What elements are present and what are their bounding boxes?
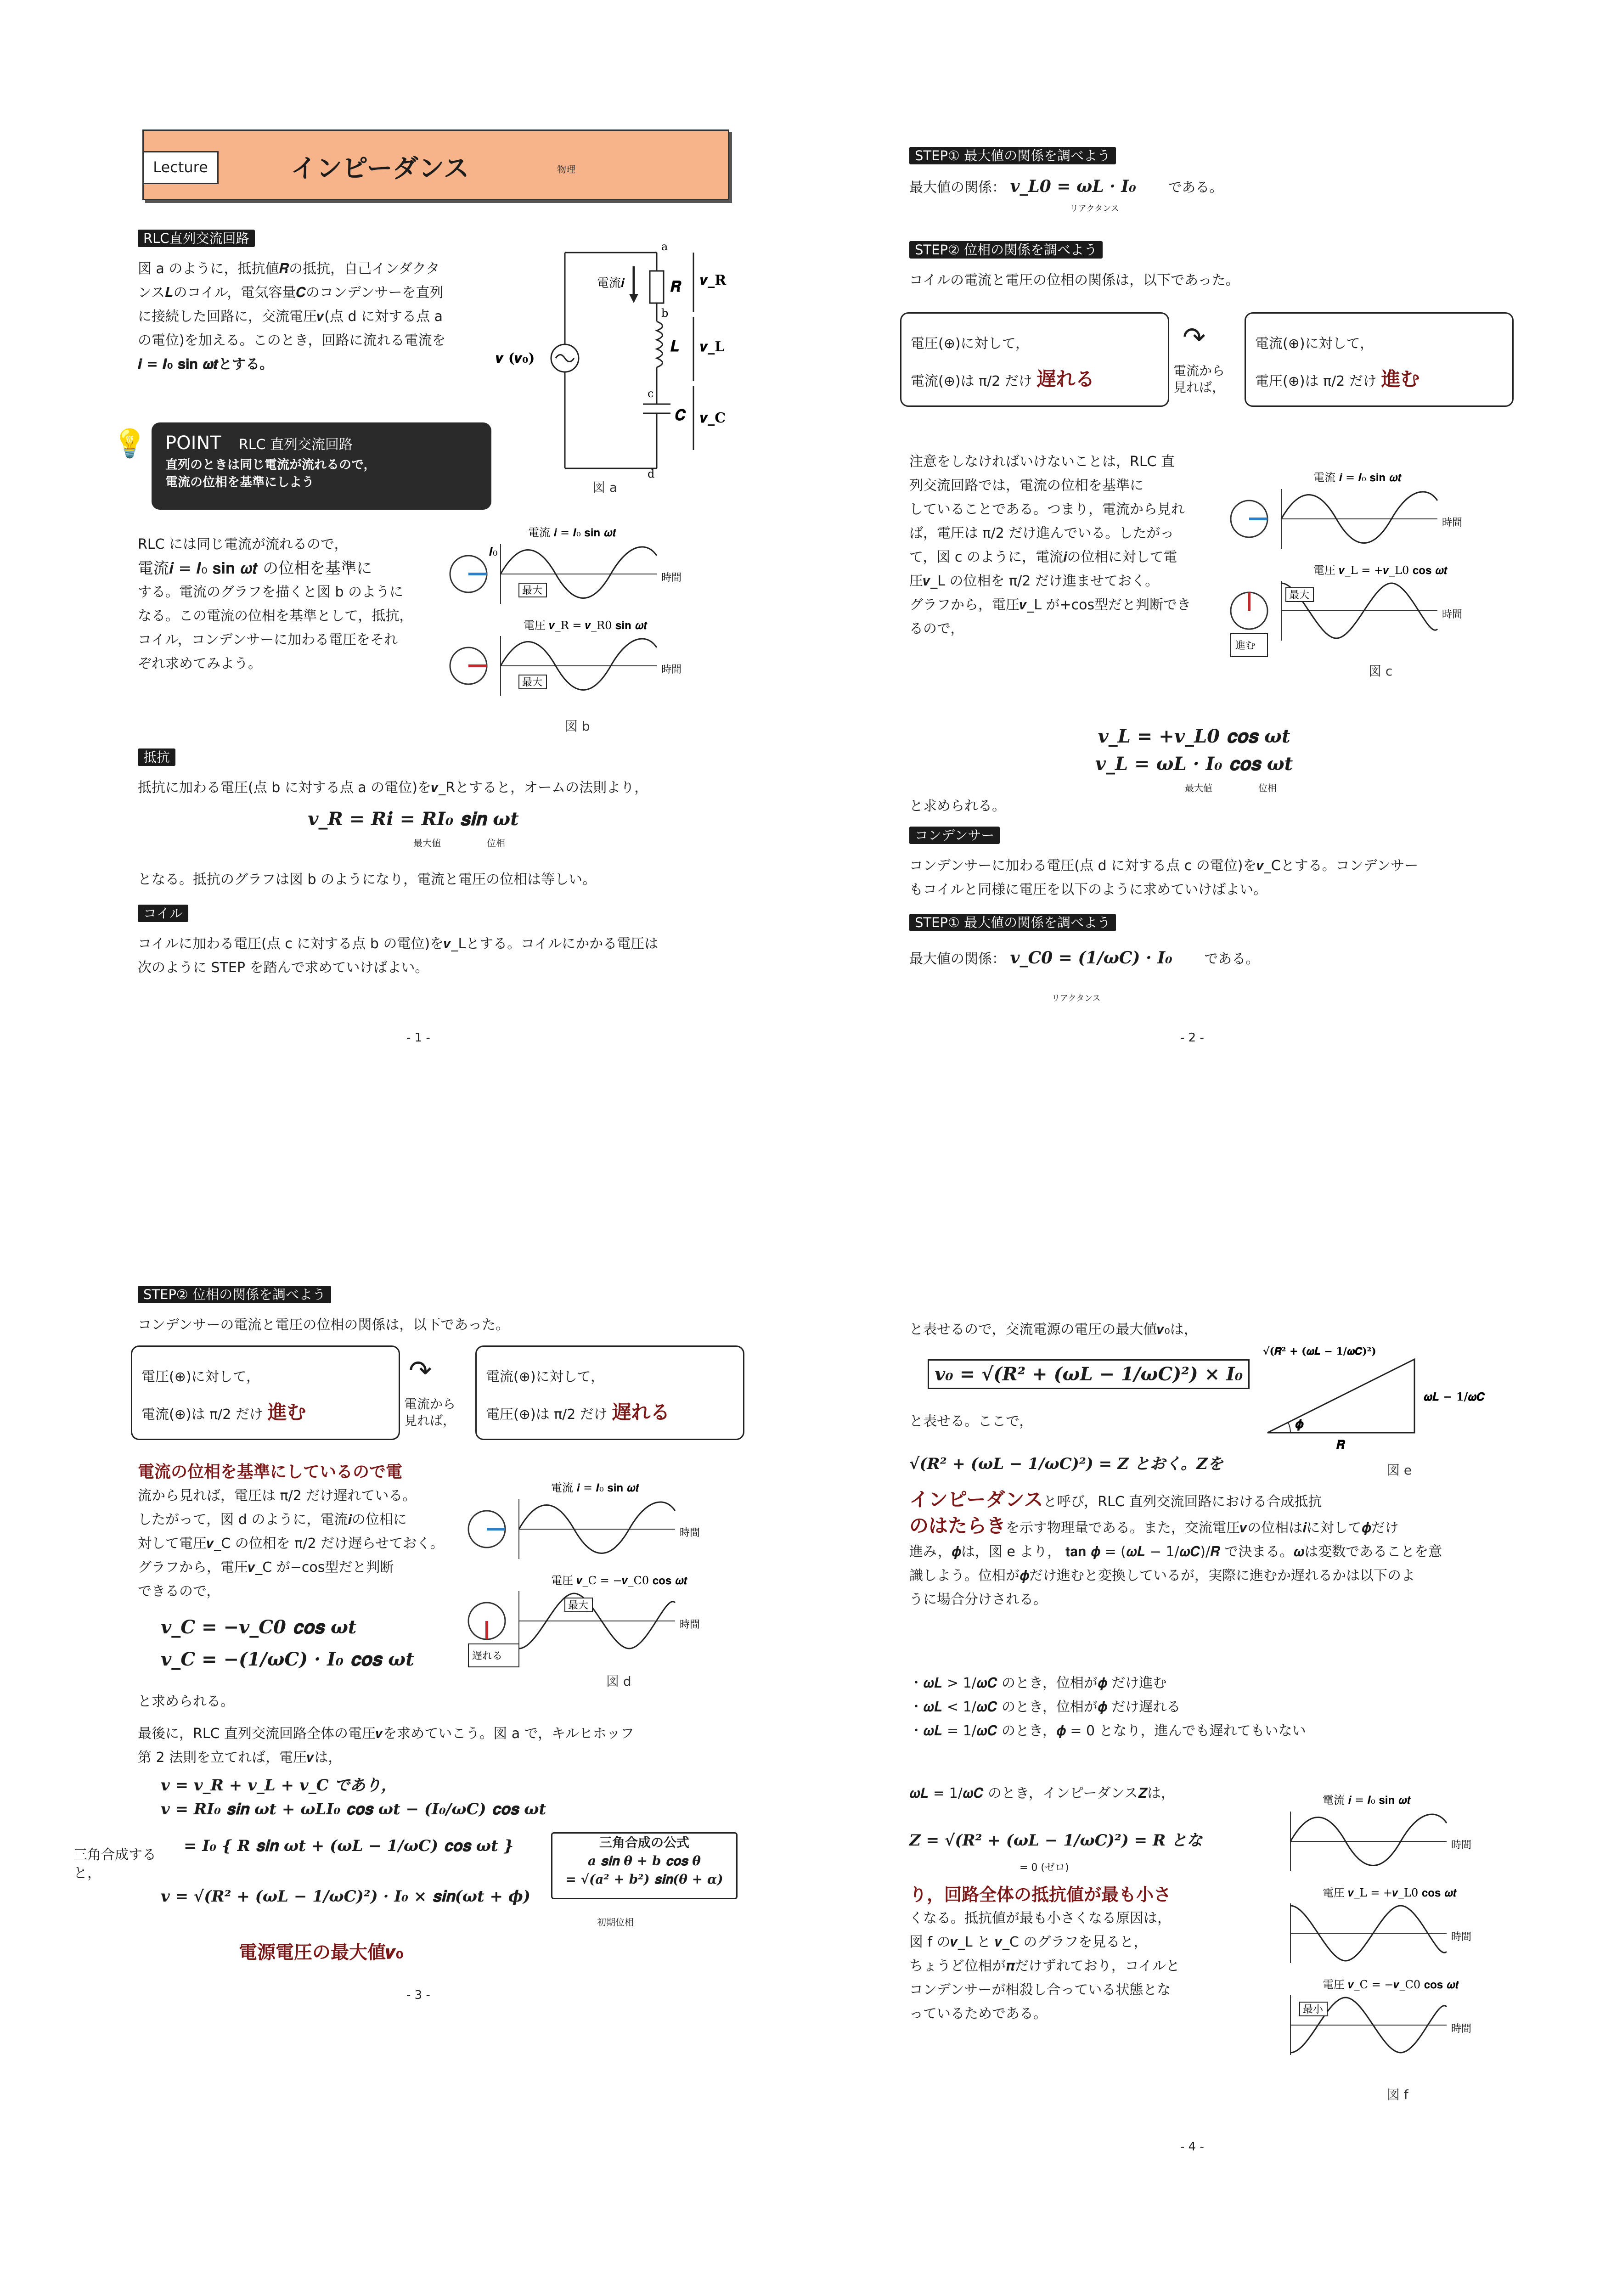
curved-arrow-icon: ↷	[1183, 321, 1206, 354]
svg-text:時間: 時間	[680, 1619, 700, 1631]
eq-kirchhoff-1: 𝒗 = 𝒗_R + 𝒗_L + 𝒗_C であり，	[161, 1776, 397, 1795]
page3-body: 電流の位相を基準にしているので電 流から見れば，電圧は π/2 だけ遅れている。 したがって，図 d のように，電流𝒊の位相に 対して電圧𝒗_C の位相を π/2 だけ遅らせておく。 グラフから，電圧𝒗_C が−cos型だと判断 できるので，	[138, 1463, 444, 1599]
svg-text:𝑪: 𝑪	[675, 406, 686, 424]
svg-text:b: b	[661, 307, 669, 320]
svg-text:電流 𝒊 = 𝑰₀ 𝐬𝐢𝐧 𝝎𝒕: 電流 𝒊 = 𝑰₀ 𝐬𝐢𝐧 𝝎𝒕	[528, 526, 617, 539]
step2-label: STEP② 位相の関係を調べよう	[909, 241, 1103, 259]
svg-text:時間: 時間	[1451, 1931, 1472, 1943]
point-callout: POINT RLC 直列交流回路 直列のときは同じ電流が流れるので， 電流の位相を基準にしよう	[152, 422, 491, 510]
page-number-4: - 4 -	[1180, 2140, 1204, 2154]
eq-vl-2: 𝒗_L = 𝝎𝑳 · 𝑰₀ 𝐜𝐨𝐬 𝝎𝒕	[1095, 753, 1293, 775]
page4-lead: と表せるので，交流電源の電圧の最大値𝒗₀は，	[909, 1322, 1198, 1338]
lightbulb-icon: 💡	[113, 428, 147, 460]
svg-text:電圧 𝒗_L = +𝒗_L0 𝐜𝐨𝐬 𝝎𝒕: 電圧 𝒗_L = +𝒗_L0 𝐜𝐨𝐬 𝝎𝒕	[1323, 1886, 1457, 1899]
eq-vl-note-phase: 位相	[1258, 782, 1277, 793]
page-number-3: - 3 -	[406, 1988, 430, 2002]
capacitor-text: コンデンサーに加わる電圧(点 d に対する点 c の電位)を𝒗_Cとする。コンデンサー もコイルと同様に電圧を以下のように求めていけばよい。	[909, 858, 1419, 898]
eq-vl-note-max: 最大値	[1185, 782, 1212, 793]
svg-text:最大: 最大	[1289, 590, 1310, 601]
svg-text:最大: 最大	[568, 1600, 589, 1611]
svg-text:進む: 進む	[1235, 640, 1256, 652]
eq-resonance: 𝒁 = √(𝑹² + (𝝎𝑳 − 1/𝝎𝑪)²) = 𝑹 とな	[909, 1831, 1203, 1850]
page2-body: 注意をしなければいけないことは，RLC 直 列交流回路では，電流の位相を基準に していることである。つまり，電流から見れ ば，電圧は π/2 だけ進んでいる。したがっ て，図 c のように，電流𝒊の位相に対して電 圧𝒗_L の位相を π/2 だけ進ませておく。 グラフから，電圧𝒗_L が+cos型だと判断でき るので，	[909, 454, 1191, 637]
svg-text:時間: 時間	[1442, 517, 1463, 529]
eq-kirchhoff-3: = 𝑰₀ { 𝑹 𝐬𝐢𝐧 𝝎𝒕 + (𝝎𝑳 − 1/𝝎𝑪) 𝐜𝐨𝐬 𝝎𝒕 }	[184, 1837, 514, 1855]
page3-last: 最後に，RLC 直列交流回路全体の電圧𝒗を求めていこう。図 a で，キルヒホッフ 第 2 法則を立てれば，電圧𝒗は，	[138, 1726, 634, 1766]
figure-c-caption: 図 c	[1369, 664, 1393, 679]
page-number-1: - 1 -	[406, 1031, 430, 1045]
svg-text:𝑹: 𝑹	[670, 278, 682, 295]
eq-zdef: √(𝑹² + (𝝎𝑳 − 1/𝝎𝑪)²) = 𝒁 とおく。𝒁を	[909, 1455, 1223, 1473]
svg-text:𝑰₀: 𝑰₀	[489, 545, 498, 559]
page3-after: と求められる。	[138, 1694, 234, 1710]
zero-note: = 0 (ゼロ)	[1020, 1862, 1069, 1874]
resistor-note-phase: 位相	[487, 838, 505, 849]
step1c-label: STEP① 最大値の関係を調べよう	[909, 914, 1116, 931]
eq-vc-1: 𝒗_C = −𝒗_C0 𝐜𝐨𝐬 𝝎𝒕	[161, 1616, 357, 1638]
phase-box-2: 電流(⊕)に対して， 電圧(⊕)は π/2 だけ 進む	[1245, 312, 1514, 407]
eq-kirchhoff-2: 𝒗 = 𝑹𝑰₀ 𝐬𝐢𝐧 𝝎𝒕 + 𝝎𝑳𝑰₀ 𝐜𝐨𝐬 𝝎𝒕 − (𝑰₀/𝝎𝑪) 𝐜𝐨𝐬 𝝎𝒕	[161, 1800, 546, 1818]
phase-cases: ・𝝎𝑳 > 1/𝝎𝑪 のとき，位相が𝝓 だけ進む ・𝝎𝑳 < 1/𝝎𝑪 のとき，位相が𝝓 だけ遅れる ・𝝎𝑳 = 1/𝝎𝑪 のとき，𝝓 = 0 となり，進んでも遅れてもいない	[909, 1675, 1306, 1739]
page-title: インピーダンス	[291, 154, 469, 184]
step1-line: 最大値の関係： 𝒗_L0 = 𝝎𝑳 · 𝑰₀ である。	[909, 177, 1223, 196]
lecture-header	[142, 129, 729, 200]
svg-text:𝒗_R: 𝒗_R	[700, 272, 727, 288]
figure-e-caption: 図 e	[1387, 1463, 1412, 1478]
graph-figure-b	[441, 523, 726, 716]
svg-text:電流 𝒊 = 𝑰₀ 𝐬𝐢𝐧 𝝎𝒕: 電流 𝒊 = 𝑰₀ 𝐬𝐢𝐧 𝝎𝒕	[1313, 471, 1402, 484]
svg-text:電圧 𝒗_C = −𝒗_C0 𝐜𝐨𝐬 𝝎𝒕: 電圧 𝒗_C = −𝒗_C0 𝐜𝐨𝐬 𝝎𝒕	[1323, 1978, 1459, 1991]
eq-vc-2: 𝒗_C = −(1/𝝎𝑪) · 𝑰₀ 𝐜𝐨𝐬 𝝎𝒕	[161, 1649, 414, 1670]
arrow-text-2: 電流から 見れば，	[404, 1396, 456, 1428]
step2c-text: コンデンサーの電流と電圧の位相の関係は，以下であった。	[138, 1317, 510, 1333]
init-phase-note: 初期位相	[597, 1917, 634, 1928]
max-voltage-label: 電源電圧の最大値𝒗₀	[239, 1942, 404, 1963]
step2c-label: STEP② 位相の関係を調べよう	[138, 1286, 331, 1303]
circuit-diagram	[496, 239, 753, 496]
svg-text:𝒗_L: 𝒗_L	[700, 339, 725, 355]
intro-text: 図 a のように，抵抗値𝑹の抵抗，自己インダクタ ンス𝑳のコイル，電気容量𝑪のコンデンサーを直列 に接続した回路に，交流電圧𝒗(点 d に対する点 a の電位)を加える。このとき，回路に流れる電流を 𝒊 = 𝑰₀ 𝐬𝐢𝐧 𝝎𝒕とする。	[138, 261, 446, 372]
coil-text: コイルに加わる電圧(点 c に対する点 b の電位)を𝒗_Lとする。コイルにかかる電圧は 次のように STEP を踏んで求めていけばよい。	[138, 936, 659, 976]
svg-text:最大: 最大	[522, 677, 543, 688]
svg-text:電流 𝒊 = 𝑰₀ 𝐬𝐢𝐧 𝝎𝒕: 電流 𝒊 = 𝑰₀ 𝐬𝐢𝐧 𝝎𝒕	[551, 1481, 640, 1494]
page4-body2: り，回路全体の抵抗値が最も小さ くなる。抵抗値が最も小さくなる原因は， 図 f の𝒗_L と 𝒗_C のグラフを見ると， ちょうど位相が𝝅だけずれており，コイルと コンデンサーが相殺し合っている状態とな っているためである。	[909, 1885, 1180, 2022]
point-label: POINT	[165, 433, 221, 454]
svg-text:電圧 𝒗_L = +𝒗_L0 𝐜𝐨𝐬 𝝎𝒕: 電圧 𝒗_L = +𝒗_L0 𝐜𝐨𝐬 𝝎𝒕	[1313, 564, 1448, 577]
section-label-coil: コイル	[138, 905, 188, 922]
svg-text:時間: 時間	[661, 664, 682, 675]
svg-text:電流 𝒊 = 𝑰₀ 𝐬𝐢𝐧 𝝎𝒕: 電流 𝒊 = 𝑰₀ 𝐬𝐢𝐧 𝝎𝒕	[1323, 1794, 1411, 1806]
subject-label: 物理	[557, 164, 575, 175]
svg-text:a: a	[661, 240, 668, 253]
step2-text: コイルの電流と電圧の位相の関係は，以下であった。	[909, 272, 1239, 288]
curved-arrow-icon-2: ↷	[409, 1355, 432, 1387]
svg-text:時間: 時間	[1451, 1840, 1472, 1851]
compose-label: 三角合成すると，	[73, 1847, 156, 1881]
reactance-note: リアクタンス	[1070, 204, 1119, 214]
section-label-rlc: RLC直列交流回路	[138, 230, 255, 247]
lecture-tab: Lecture	[144, 151, 219, 184]
svg-text:𝝓: 𝝓	[1295, 1418, 1304, 1431]
triangle-figure-e	[1249, 1341, 1506, 1460]
reactance-note-c: リアクタンス	[1052, 994, 1101, 1003]
resistor-after: となる。抵抗のグラフは図 b のようになり，電流と電圧の位相は等しい。	[138, 872, 597, 888]
eq-vl-1: 𝒗_L = +𝒗_L0 𝐜𝐨𝐬 𝝎𝒕	[1098, 726, 1290, 747]
graph-figure-d	[459, 1479, 744, 1671]
svg-text:𝑹: 𝑹	[1336, 1438, 1345, 1452]
svg-text:時間: 時間	[680, 1527, 700, 1539]
resistor-text: 抵抗に加わる電圧(点 b に対する点 a の電位)を𝒗_Rとすると，オームの法則より，	[138, 780, 648, 796]
eq-kirchhoff-4: 𝒗 = √(𝑹² + (𝝎𝑳 − 1/𝝎𝑪)²) · 𝑰₀ × 𝐬𝐢𝐧(𝝎𝒕 + 𝝓)	[161, 1887, 530, 1906]
svg-text:𝒗_C: 𝒗_C	[700, 410, 726, 426]
svg-text:時間: 時間	[661, 572, 682, 584]
eq-v0: 𝒗₀ = √(𝑹² + (𝝎𝑳 − 1/𝝎𝑪)²) × 𝑰₀	[928, 1359, 1250, 1389]
svg-text:電圧 𝒗_C = −𝒗_C0 𝐜𝐨𝐬 𝝎𝒕: 電圧 𝒗_C = −𝒗_C0 𝐜𝐨𝐬 𝝎𝒕	[551, 1574, 688, 1587]
resistor-note-max: 最大値	[413, 838, 441, 849]
svg-text:d: d	[648, 467, 655, 480]
svg-text:c: c	[648, 387, 654, 400]
svg-text:時間: 時間	[1442, 609, 1463, 620]
arrow-text: 電流から 見れば，	[1173, 363, 1225, 395]
svg-text:𝒗 (𝒗₀): 𝒗 (𝒗₀)	[496, 350, 535, 366]
impedance-text: インピーダンスと呼び，RLC 直列交流回路における合成抵抗 のはたらきを示す物理量である。また，交流電圧𝒗の位相は𝒊に対して𝝓だけ 進み，𝝓は，図 e より， 𝐭𝐚𝐧 𝝓 = (𝝎𝑳 − 1/𝝎𝑪)/𝑹 で決まる。𝝎は変数であることを意 識しよう。位相が𝝓だけ進むと変換しているが，実際に進むか遅れるかは以下のよ うに場合分けされる。	[909, 1488, 1442, 1608]
svg-text:𝝎𝑳 − 1/𝝎𝑪: 𝝎𝑳 − 1/𝝎𝑪	[1424, 1390, 1485, 1403]
section-label-resistor: 抵抗	[138, 748, 175, 766]
page2-after: と求められる。	[909, 798, 1006, 814]
graph-figure-c	[1222, 468, 1515, 661]
svg-text:電流𝒊: 電流𝒊	[597, 276, 625, 290]
phase-box-4: 電流(⊕)に対して， 電圧(⊕)は π/2 だけ 遅れる	[475, 1345, 744, 1440]
page4-expr: と表せる。ここで，	[909, 1413, 1033, 1429]
svg-text:遅れる: 遅れる	[472, 1650, 503, 1662]
figure-f-caption: 図 f	[1387, 2087, 1408, 2102]
phase-box-3: 電圧(⊕)に対して， 電流(⊕)は π/2 だけ 進む	[131, 1345, 400, 1440]
section-label-capacitor: コンデンサー	[909, 827, 1000, 844]
phase-box-1: 電圧(⊕)に対して， 電流(⊕)は π/2 だけ 遅れる	[900, 312, 1169, 407]
svg-text:電圧 𝒗_R = 𝒗_R0 𝐬𝐢𝐧 𝝎𝒕: 電圧 𝒗_R = 𝒗_R0 𝐬𝐢𝐧 𝝎𝒕	[524, 619, 648, 632]
svg-text:√(𝑹² + (𝝎𝑳 − 1/𝝎𝑪)²): √(𝑹² + (𝝎𝑳 − 1/𝝎𝑪)²)	[1263, 1345, 1376, 1357]
svg-text:𝑳: 𝑳	[670, 338, 680, 355]
svg-text:時間: 時間	[1451, 2023, 1472, 2035]
body-text-1: RLC には同じ電流が流れるので， 電流𝒊 = 𝑰₀ 𝐬𝐢𝐧 𝝎𝒕 の位相を基準に する。電流のグラフを描くと図 b のように なる。この電流の位相を基準として，抵抗， コイル，コンデンサーに加わる電圧をそれ ぞれ求めてみよう。	[138, 536, 413, 672]
svg-text:最小: 最小	[1303, 2004, 1324, 2015]
graph-figure-f	[1231, 1791, 1515, 2085]
step1c-line: 最大値の関係： 𝒗_C0 = (1/𝝎𝑪) · 𝑰₀ である。	[909, 948, 1260, 968]
figure-a-caption: 図 a	[592, 480, 618, 495]
resistor-equation: 𝒗_R = 𝑹𝒊 = 𝑹𝑰₀ 𝐬𝐢𝐧 𝝎𝒕	[308, 808, 519, 830]
figure-d-caption: 図 d	[606, 1674, 631, 1689]
step1-label: STEP① 最大値の関係を調べよう	[909, 147, 1116, 164]
resonance-line: 𝝎𝑳 = 1/𝝎𝑪 のとき，インピーダンス𝒁は，	[909, 1785, 1175, 1801]
svg-text:最大: 最大	[522, 585, 543, 597]
page-number-2: - 2 -	[1180, 1031, 1204, 1045]
figure-b-caption: 図 b	[565, 719, 590, 734]
formula-box: 三角合成の公式 𝒂 𝐬𝐢𝐧 𝜽 + 𝒃 𝐜𝐨𝐬 𝜽 = √(𝒂² + 𝒃²) 𝐬𝐢𝐧(𝜽 + 𝜶)	[551, 1832, 738, 1899]
